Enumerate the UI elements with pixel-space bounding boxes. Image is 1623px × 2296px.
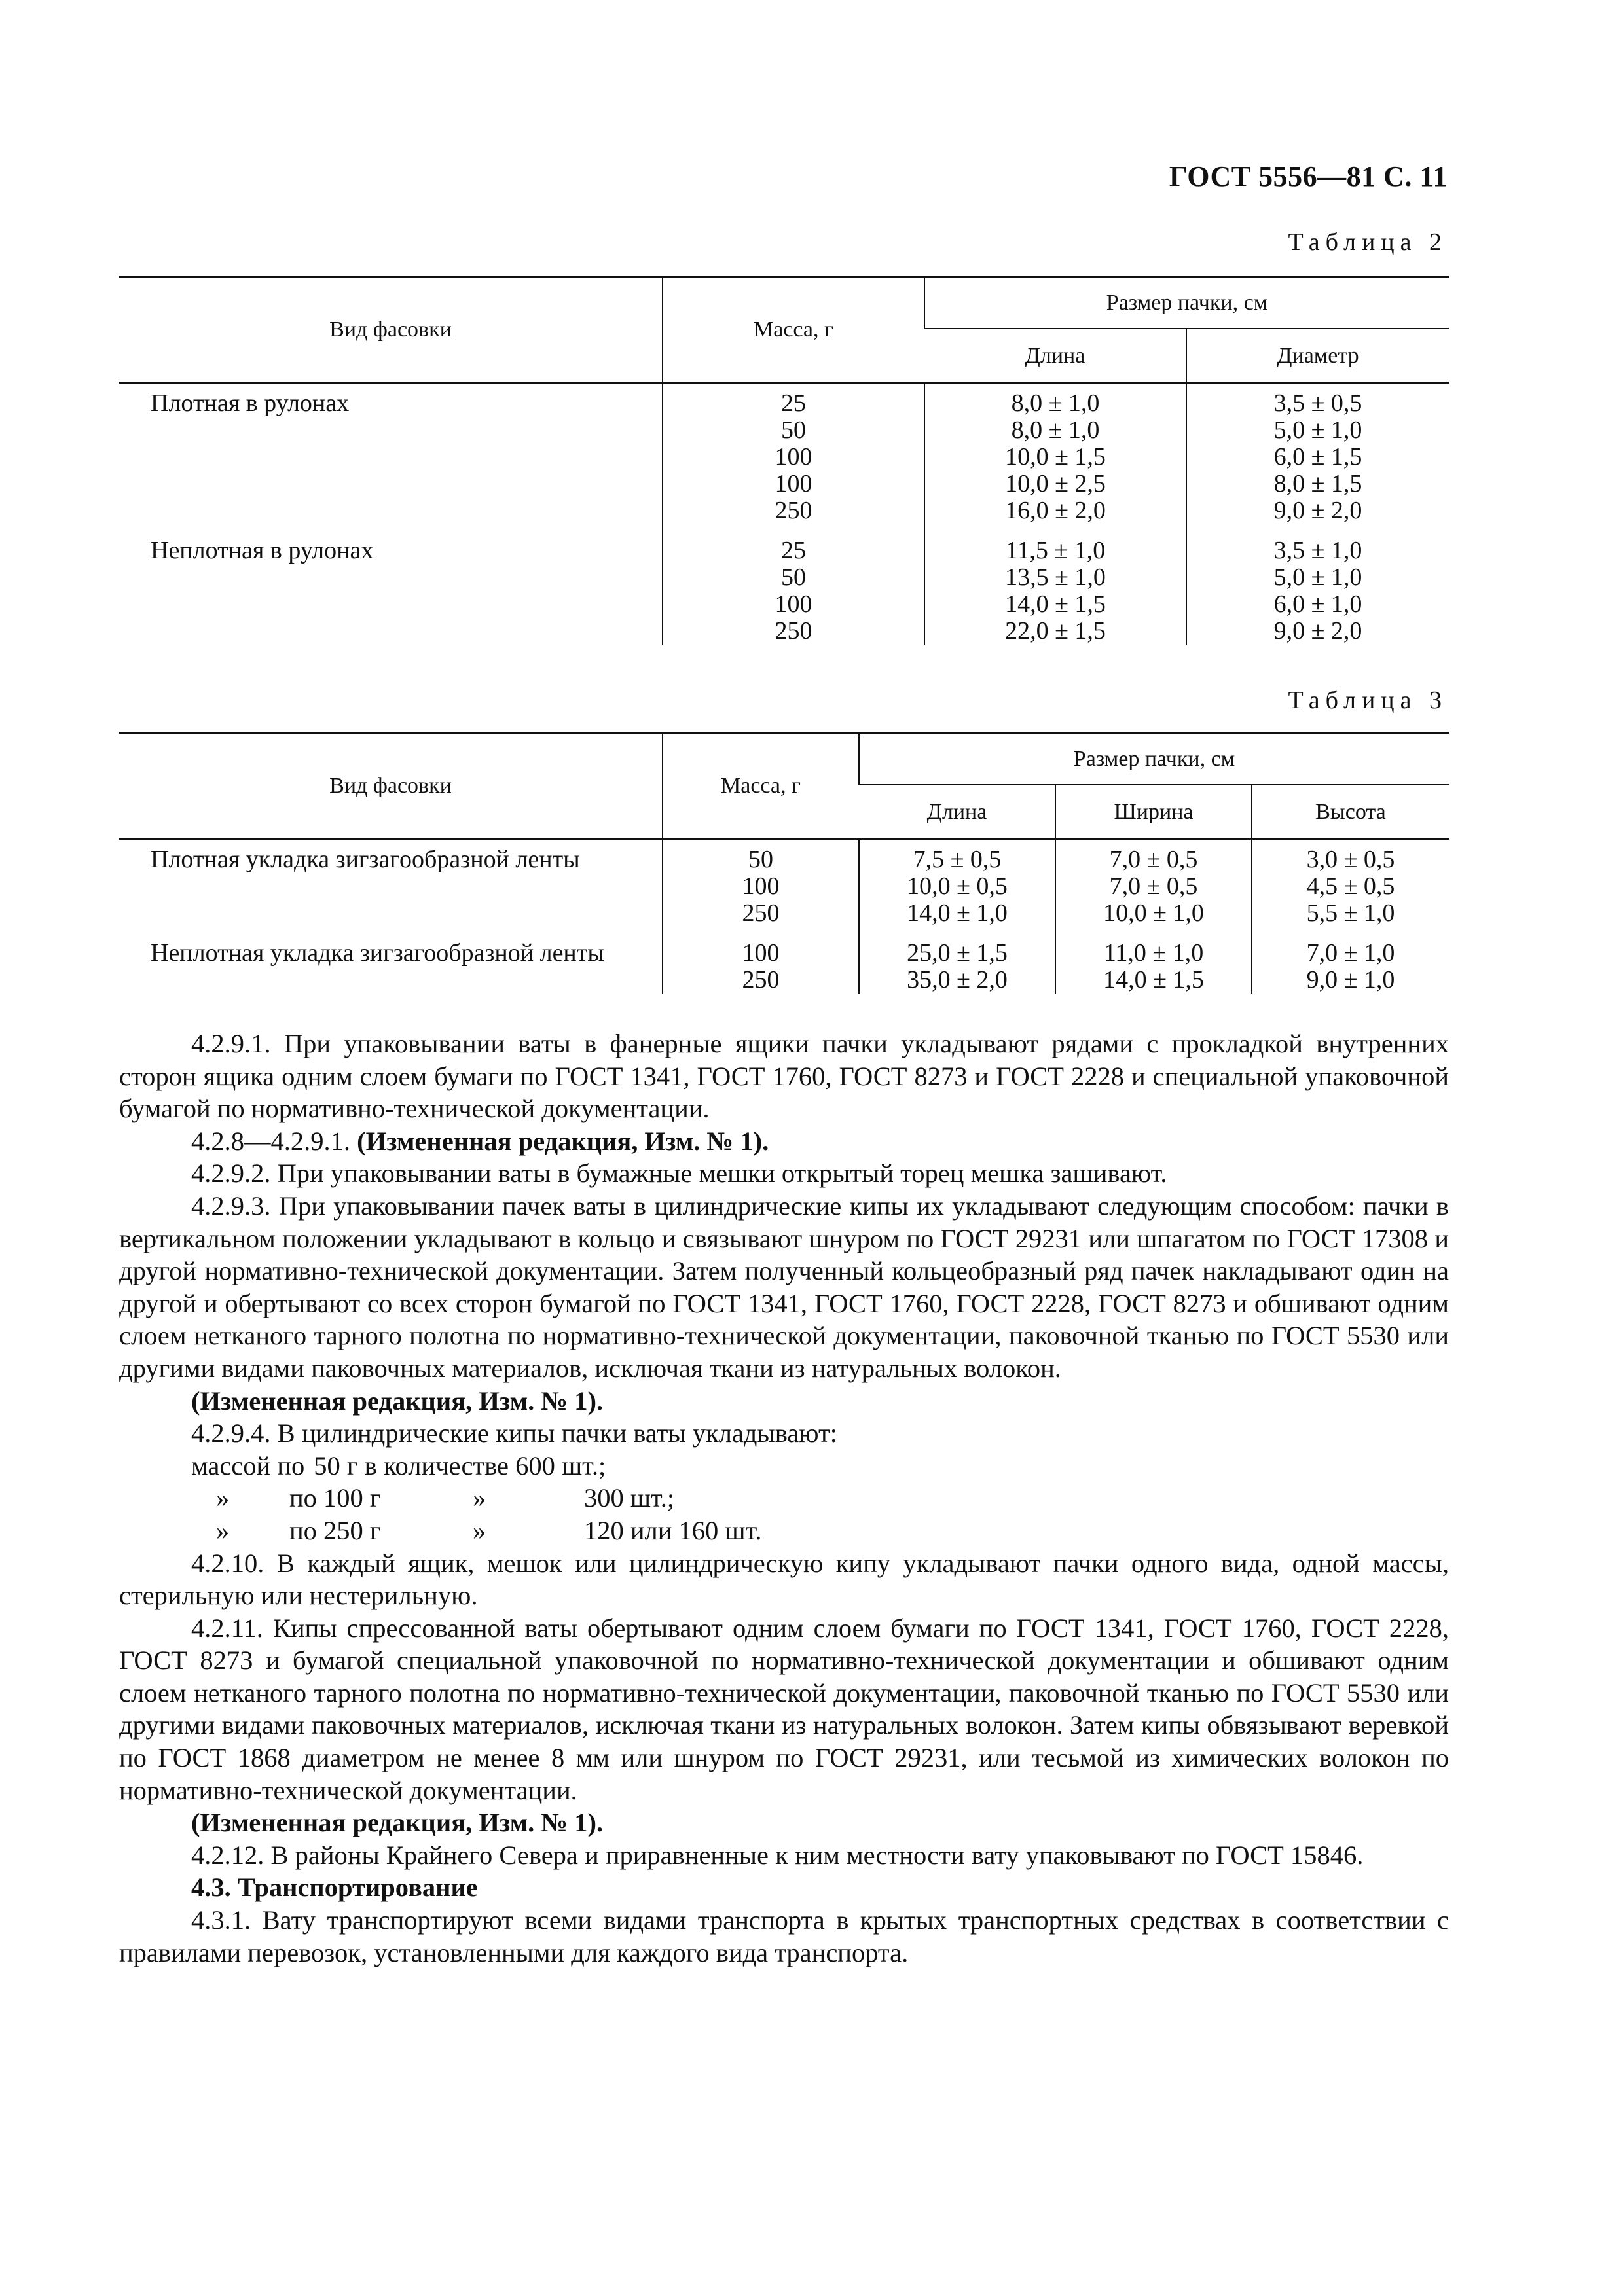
paragraph-4-2-9-1: 4.2.9.1. При упаковывании ваты в фанерные ящики пачки укладывают рядами с прокладкой внутренних сторон ящика одним слоем бумаги по ГОСТ 1341, ГОСТ 1760, ГОСТ 8273 и ГОСТ 2228 и специальной упаковочной бумагой по нормативно-технической документации. <box>119 1029 1449 1124</box>
table-2-caption: Таблица 2 <box>1288 228 1448 256</box>
body-text <box>119 1028 1449 1969</box>
row-kind: Плотная укладка зигзагообразной ленты <box>151 846 580 873</box>
paragraph-4-2-11: 4.2.11. Кипы спрессованной ваты обертывают одним слоем бумаги по ГОСТ 1341, ГОСТ 1760, ГОСТ 2228, ГОСТ 8273 и бумагой специальной упаковочной по нормативно-технической документации и обшивают одним слоем нетканого тарного полотна по нормативно-технической документации, паковочной тканью по ГОСТ 5530 или другими видами паковочных материалов, исключая ткани из натуральных волокон. Затем кипы обвязывают веревкой по ГОСТ 1868 диаметром не менее 8 мм или шнуром по ГОСТ 29231, или тесьмой из химических волокон по нормативно-технической документации. <box>119 1613 1449 1805</box>
section-heading-4-3: 4.3. Транспортирование <box>191 1873 478 1903</box>
mass-cell: 25 50 100 100 250 <box>663 383 924 525</box>
col-header-mass: Масса, г <box>663 733 859 839</box>
row-kind: Неплотная укладка зигзагообразной ленты <box>151 939 604 967</box>
quantity-row: массой по 50 г в количестве 600 шт.; <box>191 1450 606 1480</box>
length-cell: 25,0 ± 1,5 35,0 ± 2,0 <box>859 927 1055 994</box>
change-note: (Измененная редакция, Изм. № 1). <box>191 1808 604 1838</box>
table-3-caption: Таблица 3 <box>1288 687 1448 714</box>
col-header-mass: Масса, г <box>663 277 924 383</box>
quantity-row: » по 100 г » 300 шт.; <box>216 1483 675 1513</box>
length-cell: 7,5 ± 0,5 10,0 ± 0,5 14,0 ± 1,0 <box>859 839 1055 927</box>
table-row <box>119 524 1449 645</box>
col-header-height: Высота <box>1252 785 1449 839</box>
change-note: (Измененная редакция, Изм. № 1). <box>191 1386 604 1416</box>
paragraph-4-2-9-2: 4.2.9.2. При упаковывании ваты в бумажные мешки открытый торец мешка зашивают. <box>191 1158 1167 1189</box>
table-row <box>119 927 1449 994</box>
table-row <box>119 839 1449 927</box>
col-header-kind: Вид фасовки <box>119 277 663 383</box>
height-cell: 7,0 ± 1,0 9,0 ± 1,0 <box>1252 927 1449 994</box>
page-header: ГОСТ 5556—81 С. 11 <box>1169 160 1448 192</box>
col-header-width: Ширина <box>1055 785 1252 839</box>
col-header-size-group: Размер пачки, см <box>859 733 1449 785</box>
quantity-row: » по 250 г » 120 или 160 шт. <box>216 1515 762 1545</box>
col-header-diameter: Диаметр <box>1186 329 1449 383</box>
col-header-kind: Вид фасовки <box>119 733 663 839</box>
row-kind: Плотная в рулонах <box>151 389 350 417</box>
length-cell: 11,5 ± 1,0 13,5 ± 1,0 14,0 ± 1,5 22,0 ± 1,5 <box>924 524 1186 645</box>
mass-cell: 25 50 100 250 <box>663 524 924 645</box>
height-cell: 3,0 ± 0,5 4,5 ± 0,5 5,5 ± 1,0 <box>1252 839 1449 927</box>
width-cell: 11,0 ± 1,0 14,0 ± 1,5 <box>1055 927 1252 994</box>
width-cell: 7,0 ± 0,5 7,0 ± 0,5 10,0 ± 1,0 <box>1055 839 1252 927</box>
mass-cell: 50 100 250 <box>663 839 859 927</box>
table-3 <box>119 732 1449 994</box>
paragraph-4-2-10: 4.2.10. В каждый ящик, мешок или цилиндрическую кипу укладывают пачки одного вида, одной массы, стерильную или нестерильную. <box>119 1548 1449 1611</box>
table-2 <box>119 276 1449 645</box>
paragraph-4-2-9-4: 4.2.9.4. В цилиндрические кипы пачки ваты укладывают: <box>191 1418 837 1448</box>
diameter-cell: 3,5 ± 1,0 5,0 ± 1,0 6,0 ± 1,0 9,0 ± 2,0 <box>1186 524 1449 645</box>
paragraph-4-3-1: 4.3.1. Вату транспортируют всеми видами транспорта в крытых транспортных средствах в соответствии с правилами перевозок, установленными для каждого вида транспорта. <box>119 1905 1449 1967</box>
row-kind: Неплотная в рулонах <box>151 537 374 564</box>
paragraph-4-2-9-3: 4.2.9.3. При упаковывании пачек ваты в цилиндрические кипы их укладывают следующим способом: пачки в вертикальном положении укладывают в кольцо и связывают шнуром по ГОСТ 29231 или шпагатом по ГОСТ 17308 и другой нормативно-технической документации. Затем полученный кольцеобразный ряд пачек накладывают один на другой и обертывают со всех сторон бумагой по ГОСТ 1341, ГОСТ 1760, ГОСТ 2228, ГОСТ 8273 и обшивают одним слоем нетканого тарного полотна по нормативно-технической документации, паковочной тканью по ГОСТ 5530 или другими видами паковочных материалов, исключая ткани из натуральных волокон. <box>119 1191 1449 1383</box>
col-header-length: Длина <box>859 785 1055 839</box>
col-header-size-group: Размер пачки, см <box>924 277 1449 329</box>
mass-cell: 100 250 <box>663 927 859 994</box>
diameter-cell: 3,5 ± 0,5 5,0 ± 1,0 6,0 ± 1,5 8,0 ± 1,5 9,0 ± 2,0 <box>1186 383 1449 525</box>
table-row <box>119 383 1449 525</box>
length-cell: 8,0 ± 1,0 8,0 ± 1,0 10,0 ± 1,5 10,0 ± 2,5 16,0 ± 2,0 <box>924 383 1186 525</box>
col-header-length: Длина <box>924 329 1186 383</box>
paragraph-4-2-12: 4.2.12. В районы Крайнего Севера и приравненные к ним местности вату упаковывают по ГОСТ 15846. <box>191 1840 1364 1870</box>
change-note: 4.2.8—4.2.9.1. (Измененная редакция, Изм. № 1). <box>191 1126 769 1156</box>
